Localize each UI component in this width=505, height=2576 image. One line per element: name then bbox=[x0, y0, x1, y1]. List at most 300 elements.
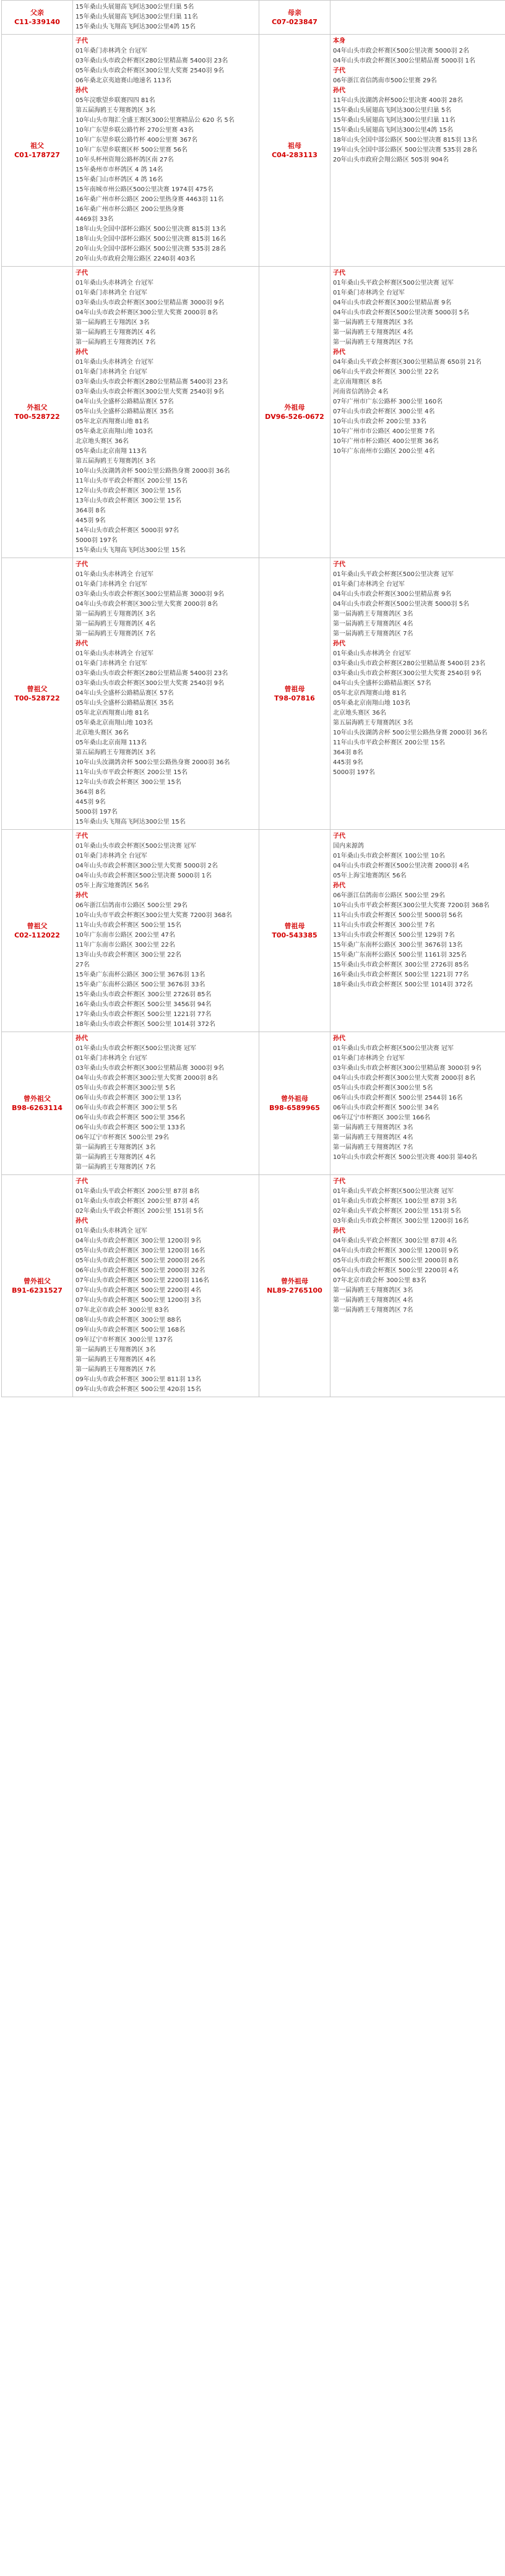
race-result-line: 第五届海鸥王专翔赛鸽区 3名 bbox=[76, 749, 156, 756]
left-results-cell bbox=[73, 35, 259, 267]
race-result-line: 第一届海鸥王专翔赛鸽区 3名 bbox=[333, 1124, 413, 1131]
race-result-line: 03年桑山头市政会杯赛区300公里精品赛 3000羽 9名 bbox=[76, 1065, 224, 1072]
race-result-line: 10年山头市政会杯 200公里 33名 bbox=[333, 418, 426, 425]
race-result-line: 03年桑山头市政会杯赛区280公里精品赛 5400羽 23名 bbox=[76, 379, 228, 386]
right-results-cell bbox=[330, 558, 505, 830]
race-result-line: 06年山头市政会杯赛区 500公里 2000羽 32名 bbox=[76, 1267, 205, 1274]
bird-ring-number: B98-6263114 bbox=[12, 1104, 63, 1112]
race-result-line: 15年桑山头市政会杯赛区 300公里 2726羽 85名 bbox=[76, 991, 212, 998]
race-result-line: 15年桑广东南杯公路区 300公里 3676羽 13名 bbox=[333, 942, 463, 949]
right-bird-cell bbox=[259, 1032, 330, 1175]
race-result-line: 第一届海鸥王专翔赛鸽区 3名 bbox=[76, 1144, 156, 1151]
race-result-line: 10年山头市翔汇全盛王赛区300公里赛精品公 620 名 5名 bbox=[76, 117, 235, 124]
left-bird-cell bbox=[2, 1175, 73, 1397]
race-result-line: 06年山头平政会杯赛区 300公里 22名 bbox=[333, 369, 439, 376]
bird-name: 外祖父 bbox=[27, 403, 48, 411]
race-result-line: 05年北京西翔赛山地 81名 bbox=[76, 418, 149, 425]
race-result-line: 04年山头市政会杯赛区300公里大奖赛 5000羽 2名 bbox=[76, 863, 218, 869]
race-result-line: 20年山头全国中部杯公路区 500公里决赛 535羽 28名 bbox=[76, 246, 227, 252]
right-results-cell bbox=[330, 35, 505, 267]
race-result-line: 01年桑山头赤林鸿全 台冠军 bbox=[76, 650, 153, 657]
race-result-line: 07年山头市政会杯赛区 500公里 2200羽 116名 bbox=[76, 1277, 209, 1284]
race-result-line: 15年桑山头飞翔高飞阿达300公里 15名 bbox=[76, 819, 186, 825]
race-result-line: 03年桑山头市政会杯赛区 300公里 1200羽 16名 bbox=[333, 1218, 469, 1225]
race-result-line: 04年山头市政会杯赛区300公里精品赛 9名 bbox=[333, 591, 452, 598]
race-result-line: 05年上海宝地赛鸽区 56名 bbox=[76, 882, 149, 889]
race-result-line: 364羽 8名 bbox=[76, 789, 106, 796]
race-result-line: 03年桑山头市政会杯赛区300公里精品赛 3000羽 9名 bbox=[333, 1065, 481, 1072]
race-result-line: 445羽 9名 bbox=[333, 759, 363, 766]
race-result-line: 05年山头全盛杯公路精品赛区 35名 bbox=[76, 700, 174, 707]
race-result-line: 03年桑山头市政会杯赛区280公里精品赛 5400羽 23名 bbox=[333, 660, 486, 667]
race-result-line: 05年桑北京南翔山地 103名 bbox=[76, 428, 153, 435]
race-result-line: 05年桑北京南翔山地 103名 bbox=[333, 700, 410, 707]
race-result-line: 第一届海鸥王专翔赛鸽区 4名 bbox=[333, 329, 413, 336]
race-result-line: 16年桑广州市杯公路区 200公里热身赛 4463羽 11名 bbox=[76, 196, 224, 203]
left-results-cell bbox=[73, 1175, 259, 1397]
bird-ring-number: C11-339140 bbox=[14, 18, 60, 26]
left-results-cell bbox=[73, 558, 259, 830]
left-results-cell bbox=[73, 267, 259, 558]
right-bird-cell bbox=[259, 830, 330, 1032]
generation-heading: 子代 bbox=[333, 1178, 345, 1185]
race-result-line: 03年桑山头市政会杯赛区300公里精品赛 3000羽 9名 bbox=[76, 591, 224, 598]
race-result-line: 20年山头市政府会翔公路区 505羽 904名 bbox=[333, 157, 449, 163]
race-result-line: 第五届海鸥王专翔赛鸽区 3名 bbox=[333, 720, 413, 726]
generation-heading: 孙代 bbox=[76, 640, 88, 647]
race-result-line: 第五届海鸥王专翔赛鸽区 3名 bbox=[76, 458, 156, 465]
pedigree-row bbox=[2, 35, 505, 267]
left-bird-cell bbox=[2, 1, 73, 35]
race-result-line: 05年山头市政会杯赛区 500公里 2000羽 26名 bbox=[76, 1257, 205, 1264]
race-result-line: 364羽 8名 bbox=[333, 749, 363, 756]
race-result-line: 16年桑山头市政会杯赛区 500公里 1221羽 77名 bbox=[333, 971, 469, 978]
left-results-cell bbox=[73, 830, 259, 1032]
race-result-line: 06年山头市政会杯赛区 500公里 356名 bbox=[76, 1114, 186, 1121]
race-result-line: 12年山头市政会杯赛区 300公里 15名 bbox=[76, 488, 181, 494]
race-result-line: 04年山头市政会杯赛区500公里决赛 2000羽 4名 bbox=[333, 863, 469, 869]
race-result-line: 15年桑门山市杯鸽区 4 鸽 16名 bbox=[76, 176, 163, 183]
race-result-line: 15年南城市州公路区500公里决赛 1974羽 475名 bbox=[76, 186, 214, 193]
race-result-line: 05年山头市政会杯赛区 300公里 1200羽 16名 bbox=[76, 1247, 205, 1254]
race-result-line: 15年桑山头飞翔高飞阿达300公里 15名 bbox=[76, 547, 186, 554]
race-result-line: 15年桑州市市杯鸽区 4 鸽 14名 bbox=[76, 166, 163, 173]
bird-ring-number: T98-07816 bbox=[274, 694, 315, 702]
race-result-line: 15年桑山头市政会杯赛区 300公里 2726羽 85名 bbox=[333, 962, 469, 968]
race-result-line: 06年辽宁市杯赛区 300公里 166名 bbox=[333, 1114, 431, 1121]
race-result-line: 06年山头市政会杯赛区 500公里 2544羽 16名 bbox=[333, 1095, 463, 1101]
race-result-line: 15年桑广东南杯公路区 300公里 3676羽 13名 bbox=[76, 971, 205, 978]
race-result-line: 北京南翔赛区 8名 bbox=[333, 379, 382, 386]
race-result-line: 北京地头赛区 36名 bbox=[76, 730, 129, 736]
right-results-cell bbox=[330, 1032, 505, 1175]
race-result-line: 13年山头市政会杯赛区 500公里 129羽 7名 bbox=[333, 932, 455, 939]
race-result-line: 04年山头全盛杯公路精品赛区 57名 bbox=[333, 680, 431, 687]
race-result-line: 04年山头市政会杯赛区500公里决赛 5000羽 2名 bbox=[333, 48, 469, 54]
bird-ring-number: T00-528722 bbox=[14, 694, 60, 702]
race-result-line: 04年山头全盛杯公路精品赛区 57名 bbox=[76, 398, 174, 405]
race-result-line: 05年北京西翔赛山地 81名 bbox=[76, 710, 149, 717]
race-result-line: 03年桑山头市政会杯赛区280公里精品赛 5400羽 23名 bbox=[76, 670, 228, 677]
generation-heading: 子代 bbox=[76, 270, 88, 277]
race-result-line: 15年桑广东南杯公路区 500公里 3676羽 33名 bbox=[76, 981, 205, 988]
race-result-line: 第一届海鸥王专翔赛鸽区 3名 bbox=[333, 1287, 413, 1294]
race-result-line: 13年山头市政会杯赛区 300公里 15名 bbox=[76, 498, 181, 504]
race-result-line: 11年广东南市公路区 300公里 22名 bbox=[76, 942, 175, 949]
race-result-line: 09年山头市政会杯赛区 500公里 168名 bbox=[76, 1327, 186, 1333]
bird-name: 祖父 bbox=[30, 142, 44, 150]
generation-heading: 孙代 bbox=[76, 87, 88, 94]
race-result-line: 04年山头市政会杯赛区300公里大奖赛 2000羽 8名 bbox=[76, 601, 218, 608]
race-result-line: 09年山头市政会杯赛区 500公里 420羽 15名 bbox=[76, 1386, 202, 1393]
race-result-line: 05年上海宝地赛鸽区 56名 bbox=[333, 872, 407, 879]
race-result-line: 07年北京市政会杯 300公里 83名 bbox=[333, 1277, 426, 1284]
race-result-line: 04年桑山头平政会杯赛区300公里精品赛 650羽 21名 bbox=[333, 359, 481, 366]
generation-heading: 孙代 bbox=[76, 1035, 88, 1042]
pedigree-row bbox=[2, 558, 505, 830]
race-result-line: 04年桑山头平政会杯赛区 300公里 87羽 4名 bbox=[333, 1238, 457, 1244]
bird-name: 外祖母 bbox=[284, 403, 305, 411]
race-result-line: 第一届海鸥王专翔赛鸽区 7名 bbox=[333, 339, 413, 346]
race-result-line: 11年山头汝湖鸽舍杯500公里决赛 400羽 28名 bbox=[333, 97, 463, 104]
race-result-line: 03年桑山头市政会杯赛区280公里精品赛 5400羽 23名 bbox=[76, 58, 228, 64]
race-result-line: 01年桑山头市政会杯赛区500公里决赛 冠军 bbox=[333, 1045, 454, 1052]
race-result-line: 06年浙江信鸽南市公路区 500公里 29名 bbox=[333, 892, 445, 899]
race-result-line: 05年山头市政会杯赛区300公里 5名 bbox=[333, 1085, 433, 1092]
bird-name: 曾祖父 bbox=[27, 685, 48, 693]
race-result-line: 第一届海鸥王专翔赛鸽区 7名 bbox=[333, 1144, 413, 1151]
race-result-line: 第一届海鸥王专翔赛鸽区 4名 bbox=[76, 1356, 156, 1363]
race-result-line: 第一届海鸥王专翔赛鸽区 7名 bbox=[76, 1366, 156, 1373]
race-result-line: 05年桑山北京南翔 113名 bbox=[76, 739, 147, 746]
race-result-line: 5000羽 197名 bbox=[76, 537, 118, 544]
race-result-line: 第一届海鸥王专翔赛鸽区 4名 bbox=[76, 621, 156, 627]
left-results-cell bbox=[73, 1, 259, 35]
race-result-line: 445羽 9名 bbox=[76, 799, 106, 806]
bird-name: 曾祖父 bbox=[27, 922, 48, 930]
race-result-line: 15年桑山头展翅高飞阿达300公里4鸽 15名 bbox=[333, 127, 454, 134]
race-result-line: 01年桑门赤林鸿全 台冠军 bbox=[333, 1055, 405, 1062]
race-result-line: 20年山头市政府会翔公路区 2240羽 403名 bbox=[76, 256, 196, 262]
left-bird-cell bbox=[2, 558, 73, 830]
race-result-line: 11年山头市政会杯赛区 500公里 15名 bbox=[76, 922, 181, 929]
race-result-line: 第一届海鸥王专翔赛鸽区 4名 bbox=[76, 1154, 156, 1161]
race-result-line: 5000羽 197名 bbox=[76, 809, 118, 816]
right-results-cell bbox=[330, 830, 505, 1032]
pedigree-row bbox=[2, 267, 505, 558]
race-result-line: 15年桑山头展翅高飞阿达300公里归巢 11名 bbox=[333, 117, 455, 124]
race-result-line: 11年山头市平政会杯赛区 200公里 15名 bbox=[333, 739, 445, 746]
race-result-line: 河南省信鸽协会 4名 bbox=[333, 389, 389, 395]
generation-heading: 子代 bbox=[76, 833, 88, 840]
right-results-cell bbox=[330, 1175, 505, 1397]
race-result-line: 445羽 9名 bbox=[76, 517, 106, 524]
bird-ring-number: NL89-2765100 bbox=[267, 1286, 322, 1294]
race-result-line: 06年山头市政会杯赛区 500公里 133名 bbox=[76, 1124, 186, 1131]
race-result-line: 07年山头市政会杯赛区 500公里 1200羽 3名 bbox=[76, 1297, 202, 1304]
race-result-line: 05年桑山北京南翔 113名 bbox=[76, 448, 147, 455]
generation-heading: 本身 bbox=[333, 38, 345, 45]
race-result-line: 06年辽宁市杯赛区 500公里 29名 bbox=[76, 1134, 169, 1141]
race-result-line: 10年广东望乡联赛区杯 500公里赛 56名 bbox=[76, 147, 188, 153]
race-result-line: 07年山头市政会杯赛区 300公里 4名 bbox=[333, 408, 435, 415]
race-result-line: 18年山头全国中部杯公路区 500公里决赛 815羽 13名 bbox=[76, 226, 227, 233]
race-result-line: 07年北京市政会杯 300公里 83名 bbox=[76, 1307, 169, 1314]
race-result-line: 10年广州市市公路区 400公里赛 7名 bbox=[333, 428, 435, 435]
race-result-line: 01年桑山头赤林鸿全 台冠军 bbox=[76, 571, 153, 578]
race-result-line: 18年桑山头市政会杯赛区 500公里 1014羽 372名 bbox=[76, 1021, 215, 1028]
bird-ring-number: C02-112022 bbox=[14, 931, 60, 939]
race-result-line: 10年广东南州市公路区 200公里 4名 bbox=[333, 448, 435, 455]
right-bird-cell bbox=[259, 1, 330, 35]
race-result-line: 4469羽 33名 bbox=[76, 216, 114, 223]
race-result-line: 05年桑北京南翔山地 103名 bbox=[76, 720, 153, 726]
race-result-line: 第一届海鸥王专翔鸽区 3名 bbox=[76, 319, 150, 326]
race-result-line: 04年山头市政会杯赛区300公里精品赛 5000羽 1名 bbox=[333, 58, 475, 64]
race-result-line: 03年桑山头市政会杯赛区300公里大奖赛 2540羽 9名 bbox=[76, 389, 224, 395]
race-result-line: 第一届海鸥王专翔赛鸽区 7名 bbox=[333, 631, 413, 637]
race-result-line: 05年山头全盛杯公路精品赛区 35名 bbox=[76, 408, 174, 415]
race-result-line: 10年广东望乡联公路竹杯 400公里赛 367名 bbox=[76, 137, 198, 144]
bird-name: 父亲 bbox=[30, 9, 44, 17]
left-bird-cell bbox=[2, 1032, 73, 1175]
race-result-line: 10年山头汝湖鸽舍杯 500公里公路热身赛 2000羽 36名 bbox=[333, 730, 488, 736]
race-result-line: 第一届海鸥王专翔赛鸽区 3名 bbox=[76, 1346, 156, 1353]
race-result-line: 11年山头市平政会杯赛区 200公里 15名 bbox=[76, 478, 188, 485]
race-result-line: 06年山头市政会杯赛区 300公里 5名 bbox=[76, 1105, 178, 1111]
right-bird-cell bbox=[259, 267, 330, 558]
race-result-line: 05年山头市政会杯赛区 500公里 2000羽 8名 bbox=[333, 1257, 459, 1264]
pedigree-page bbox=[1, 0, 504, 1397]
bird-name: 母亲 bbox=[288, 9, 301, 17]
bird-ring-number: C07-023847 bbox=[272, 18, 317, 26]
generation-heading: 子代 bbox=[333, 67, 345, 74]
race-result-line: 11年山头市平政会杯赛区 200公里 15名 bbox=[76, 769, 188, 776]
race-result-line: 第一届海鸥王专翔赛鸽区 7名 bbox=[76, 1164, 156, 1171]
race-result-line: 12年山头市政会杯赛区 300公里 15名 bbox=[76, 779, 181, 786]
race-result-line: 01年桑山头平政会杯赛区500公里决赛 冠军 bbox=[333, 571, 454, 578]
bird-ring-number: C04-283113 bbox=[272, 151, 317, 159]
generation-heading: 子代 bbox=[333, 833, 345, 840]
generation-heading: 孙代 bbox=[333, 1035, 345, 1042]
race-result-line: 第一届海鸥王专翔赛鸽区 3名 bbox=[333, 319, 413, 326]
race-result-line: 364羽 8名 bbox=[76, 507, 106, 514]
generation-heading: 子代 bbox=[76, 38, 88, 45]
race-result-line: 18年山头全国中部公路区 500公里决赛 815羽 13名 bbox=[333, 137, 478, 144]
race-result-line: 01年桑山头赤林鸿全 台冠军 bbox=[76, 359, 153, 366]
race-result-line: 01年桑山头市政会杯赛区 100公里 10名 bbox=[333, 853, 445, 859]
race-result-line: 04年山头市政会杯赛区300公里精品赛 9名 bbox=[333, 299, 452, 306]
race-result-line: 17年桑山头市政会杯赛区 500公里 1221羽 77名 bbox=[76, 1011, 212, 1018]
race-result-line: 07年山头市政会杯赛区 500公里 2200羽 4名 bbox=[76, 1287, 202, 1294]
race-result-line: 08年山头市政会杯赛区 300公里 88名 bbox=[76, 1317, 181, 1324]
right-bird-cell bbox=[259, 1175, 330, 1397]
race-result-line: 01年桑门赤林鸿全 台冠军 bbox=[76, 290, 147, 296]
race-result-line: 第一届海鸥王专翔赛鸽区 3名 bbox=[333, 611, 413, 618]
bird-name: 曾外祖母 bbox=[281, 1277, 308, 1285]
race-result-line: 02年桑山头平政会杯赛区 200公里 151羽 5名 bbox=[333, 1208, 461, 1215]
race-result-line: 第一届海鸥王专翔赛鸽区 4名 bbox=[76, 329, 156, 336]
race-result-line: 01年桑山头赤林鸿全 冠军 bbox=[76, 1228, 147, 1234]
race-result-line: 10年广州市杯公路区 400公里赛 36名 bbox=[333, 438, 439, 445]
race-result-line: 第一届海鸥王专翔赛鸽区 3名 bbox=[76, 611, 156, 618]
race-result-line: 01年桑门赤林鸿全 台冠军 bbox=[76, 1055, 147, 1062]
race-result-line: 01年桑山头赤林鸿全 台冠军 bbox=[76, 280, 153, 286]
bird-ring-number: T00-528722 bbox=[14, 413, 60, 421]
generation-heading: 孙代 bbox=[76, 892, 88, 899]
race-result-line: 07年广州市广东公路杯 300公里 160名 bbox=[333, 398, 443, 405]
race-result-line: 06年山头市政会杯赛区 500公里 34名 bbox=[333, 1105, 439, 1111]
race-result-line: 09年辽宁市杯赛区 300公里 137名 bbox=[76, 1337, 173, 1343]
left-bird-cell bbox=[2, 830, 73, 1032]
race-result-line: 05年山头市政会杯赛区300公里 5名 bbox=[76, 1085, 176, 1092]
left-bird-cell bbox=[2, 267, 73, 558]
race-result-line: 15年桑山头展翅高飞阿达300公里归巢 5名 bbox=[333, 107, 452, 114]
race-result-line: 06年山头市政会杯赛区 300公里 13名 bbox=[76, 1095, 181, 1101]
race-result-line: 01年桑门赤林鸿全 台冠军 bbox=[76, 660, 147, 667]
race-result-line: 01年桑山头平政会杯赛区500公里决赛 冠军 bbox=[333, 1188, 454, 1195]
race-result-line: 04年山头全盛杯公路精品赛区 57名 bbox=[76, 690, 174, 697]
race-result-line: 04年山头市政会杯赛区500公里决赛 5000羽 1名 bbox=[76, 872, 212, 879]
left-bird-cell bbox=[2, 35, 73, 267]
bird-name: 曾外祖父 bbox=[24, 1095, 51, 1103]
race-result-line: 01年桑门赤林鸿全 台冠军 bbox=[333, 290, 405, 296]
race-result-line: 06年桑北京夷迪赛山地速名 113名 bbox=[76, 77, 171, 84]
pedigree-row bbox=[2, 1032, 505, 1175]
race-result-line: 27名 bbox=[76, 962, 90, 968]
generation-heading: 孙代 bbox=[76, 349, 88, 356]
race-result-line: 11年山头市政会杯赛区 300公里 7名 bbox=[333, 922, 435, 929]
generation-heading: 子代 bbox=[76, 561, 88, 568]
left-results-cell bbox=[73, 1032, 259, 1175]
right-bird-cell bbox=[259, 558, 330, 830]
race-result-line: 03年桑山头市政会杯赛区300公里精品赛 3000羽 9名 bbox=[76, 299, 224, 306]
race-result-line: 01年桑门赤林鸿全 台冠军 bbox=[76, 48, 147, 54]
race-result-line: 01年桑门赤林鸿全 台冠军 bbox=[333, 581, 405, 588]
generation-heading: 孙代 bbox=[76, 1218, 88, 1225]
race-result-line: 01年桑山头市政会杯赛区 200公里 87羽 4名 bbox=[76, 1198, 200, 1205]
race-result-line: 16年桑广州市杯公路区 200公里热身赛 bbox=[76, 206, 184, 213]
bird-ring-number: C01-178727 bbox=[14, 151, 60, 159]
race-result-line: 19年山头全国中部公路区 500公里决赛 535羽 28名 bbox=[333, 147, 478, 153]
race-result-line: 第一届海鸥王专翔赛鸽区 7名 bbox=[333, 1307, 413, 1314]
bird-name: 曾祖母 bbox=[284, 685, 305, 693]
race-result-line: 10年山头汝湖鸽舍杯 500公里公路热身赛 2000羽 36名 bbox=[76, 468, 230, 475]
race-result-line: 18年山头全国中部杯公路区 500公里决赛 815羽 16名 bbox=[76, 236, 227, 243]
race-result-line: 16年桑山头市政会杯赛区 500公里 3456羽 94名 bbox=[76, 1001, 212, 1008]
race-result-line: 04年山头市政会杯赛区500公里决赛 5000羽 5名 bbox=[333, 309, 469, 316]
race-result-line: 05年桑山头市政会杯赛区300公里大奖赛 2540羽 9名 bbox=[76, 67, 224, 74]
race-result-line: 5000羽 197名 bbox=[333, 769, 375, 776]
right-bird-cell bbox=[259, 35, 330, 267]
race-result-line: 北京地头赛区 36名 bbox=[333, 710, 386, 717]
race-result-line: 02年桑山头平政会杯赛区 200公里 151羽 5名 bbox=[76, 1208, 204, 1215]
race-result-line: 15年桑山头展翅高飞阿达300公里归巢 5名 bbox=[76, 4, 194, 11]
race-result-line: 01年桑山头市政会杯赛区500公里决赛 冠军 bbox=[76, 1045, 196, 1052]
race-result-line: 11年山头市政会杯赛区 500公里 5000羽 56名 bbox=[333, 912, 463, 919]
race-result-line: 01年桑山头平政会杯赛区 200公里 87羽 8名 bbox=[76, 1188, 200, 1195]
race-result-line: 01年桑门赤林鸿全 台冠军 bbox=[76, 369, 147, 376]
race-result-line: 第一届海鸥王专翔赛鸽区 7名 bbox=[76, 631, 156, 637]
generation-heading: 子代 bbox=[76, 1178, 88, 1185]
race-result-line: 10年头杯州资翔公路杯鸽区南 27名 bbox=[76, 157, 174, 163]
race-result-line: 01年桑门赤林鸿全 台冠军 bbox=[76, 581, 147, 588]
race-result-line: 04年山头市政会杯赛区500公里决赛 5000羽 5名 bbox=[333, 601, 469, 608]
race-result-line: 04年山头市政会杯赛区 300公里 1200羽 9名 bbox=[76, 1238, 202, 1244]
generation-heading: 子代 bbox=[333, 561, 345, 568]
right-results-cell bbox=[330, 1, 505, 35]
right-results-cell bbox=[330, 267, 505, 558]
bird-ring-number: B98-6589965 bbox=[269, 1104, 320, 1112]
pedigree-table bbox=[1, 0, 505, 1397]
generation-heading: 孙代 bbox=[333, 349, 345, 356]
bird-name: 曾祖母 bbox=[284, 922, 305, 930]
race-result-line: 13年山头市政会杯赛区 300公里 22名 bbox=[76, 952, 181, 958]
generation-heading: 孙代 bbox=[333, 1228, 345, 1234]
bird-ring-number: T00-543385 bbox=[272, 931, 317, 939]
race-result-line: 03年桑山头市政会杯赛区300公里大奖赛 2540羽 9名 bbox=[333, 670, 481, 677]
race-result-line: 15年桑山头飞翔高飞阿达300公里4鸽 15名 bbox=[76, 24, 196, 30]
generation-heading: 子代 bbox=[333, 270, 345, 277]
race-result-line: 05年北京西翔赛山地 81名 bbox=[333, 690, 407, 697]
race-result-line: 04年山头市政会杯赛区300公里大奖赛 2000羽 8名 bbox=[76, 1075, 218, 1082]
race-result-line: 09年山头市政会杯赛区 300公里 811羽 13名 bbox=[76, 1376, 202, 1383]
race-result-line: 第一届海鸥王专翔赛鸽区 4名 bbox=[333, 621, 413, 627]
race-result-line: 10年广东望乡联公路竹杯 270公里赛 43名 bbox=[76, 127, 194, 134]
race-result-line: 第一届海鸥王专翔赛鸽区 4名 bbox=[333, 1134, 413, 1141]
race-result-line: 10年山头市政会杯赛区 500公里决赛 400羽 第40名 bbox=[333, 1154, 478, 1161]
bird-name: 曾外祖母 bbox=[281, 1095, 308, 1103]
race-result-line: 05年浣歌望乡联赛四四 81名 bbox=[76, 97, 155, 104]
race-result-line: 第五届海鸥王专翔赛鸽区 3名 bbox=[76, 107, 156, 114]
race-result-line: 15年桑广东南杯公路区 500公里 1161羽 325名 bbox=[333, 952, 467, 958]
race-result-line: 01年桑门赤林鸿全 台冠军 bbox=[76, 853, 147, 859]
race-result-line: 04年山头市政会杯赛区300公里大奖赛 2000羽 8名 bbox=[76, 309, 218, 316]
race-result-line: 01年桑山头市政会杯赛区 100公里 87羽 3名 bbox=[333, 1198, 457, 1205]
race-result-line: 10年山头市平政会杯赛区300公里大奖赛 7200羽 368名 bbox=[333, 902, 490, 909]
bird-name: 曾外祖父 bbox=[24, 1277, 51, 1285]
pedigree-row bbox=[2, 830, 505, 1032]
bird-name: 祖母 bbox=[288, 142, 301, 150]
race-result-line: 第一届海鸥王专翔赛鸽区 7名 bbox=[76, 339, 156, 346]
race-result-line: 01年桑山头市政会杯赛区500公里决赛 冠军 bbox=[76, 843, 196, 850]
race-result-line: 10年广东南市公路区 200公里 47名 bbox=[76, 932, 175, 939]
race-result-line: 06年浙江信鸽南市公路区 500公里 29名 bbox=[76, 902, 188, 909]
generation-heading: 孙代 bbox=[333, 882, 345, 889]
race-result-line: 01年桑山头平政会杯赛区500公里决赛 冠军 bbox=[333, 280, 454, 286]
race-result-line: 国内来源鸽 bbox=[333, 843, 364, 850]
race-result-line: 01年桑山头赤林鸿全 台冠军 bbox=[333, 650, 411, 657]
race-result-line: 18年桑山头市政会杯赛区 500公里 1014羽 372名 bbox=[333, 981, 473, 988]
pedigree-row bbox=[2, 1, 505, 35]
generation-heading: 孙代 bbox=[333, 87, 345, 94]
race-result-line: 10年山头市平政会杯赛区300公里大奖赛 7200羽 368名 bbox=[76, 912, 232, 919]
race-result-line: 14年山头市政会杯赛区 5000羽 97名 bbox=[76, 527, 179, 534]
race-result-line: 03年桑山头市政会杯赛区300公里大奖赛 2540羽 9名 bbox=[76, 680, 224, 687]
race-result-line: 04年山头市政会杯赛区 300公里 1200羽 9名 bbox=[333, 1247, 459, 1254]
bird-ring-number: DV96-526-0672 bbox=[265, 413, 324, 421]
pedigree-row bbox=[2, 1175, 505, 1397]
race-result-line: 15年桑山头展翅高飞阿达300公里归巢 11名 bbox=[76, 14, 198, 20]
race-result-line: 04年山头市政会杯赛区300公里大奖赛 2000羽 8名 bbox=[333, 1075, 475, 1082]
race-result-line: 06年浙江省信鸽南市500公里赛 29名 bbox=[333, 77, 437, 84]
race-result-line: 10年山头汝湖鸽舍杯 500公里公路热身赛 2000羽 36名 bbox=[76, 759, 230, 766]
race-result-line: 第一届海鸥王专翔赛鸽区 4名 bbox=[333, 1297, 413, 1304]
race-result-line: 06年山头市政会杯赛区 500公里 2200羽 4名 bbox=[333, 1267, 459, 1274]
race-result-line: 北京地头赛区 36名 bbox=[76, 438, 129, 445]
generation-heading: 孙代 bbox=[333, 640, 345, 647]
bird-ring-number: B91-6231527 bbox=[12, 1286, 63, 1294]
